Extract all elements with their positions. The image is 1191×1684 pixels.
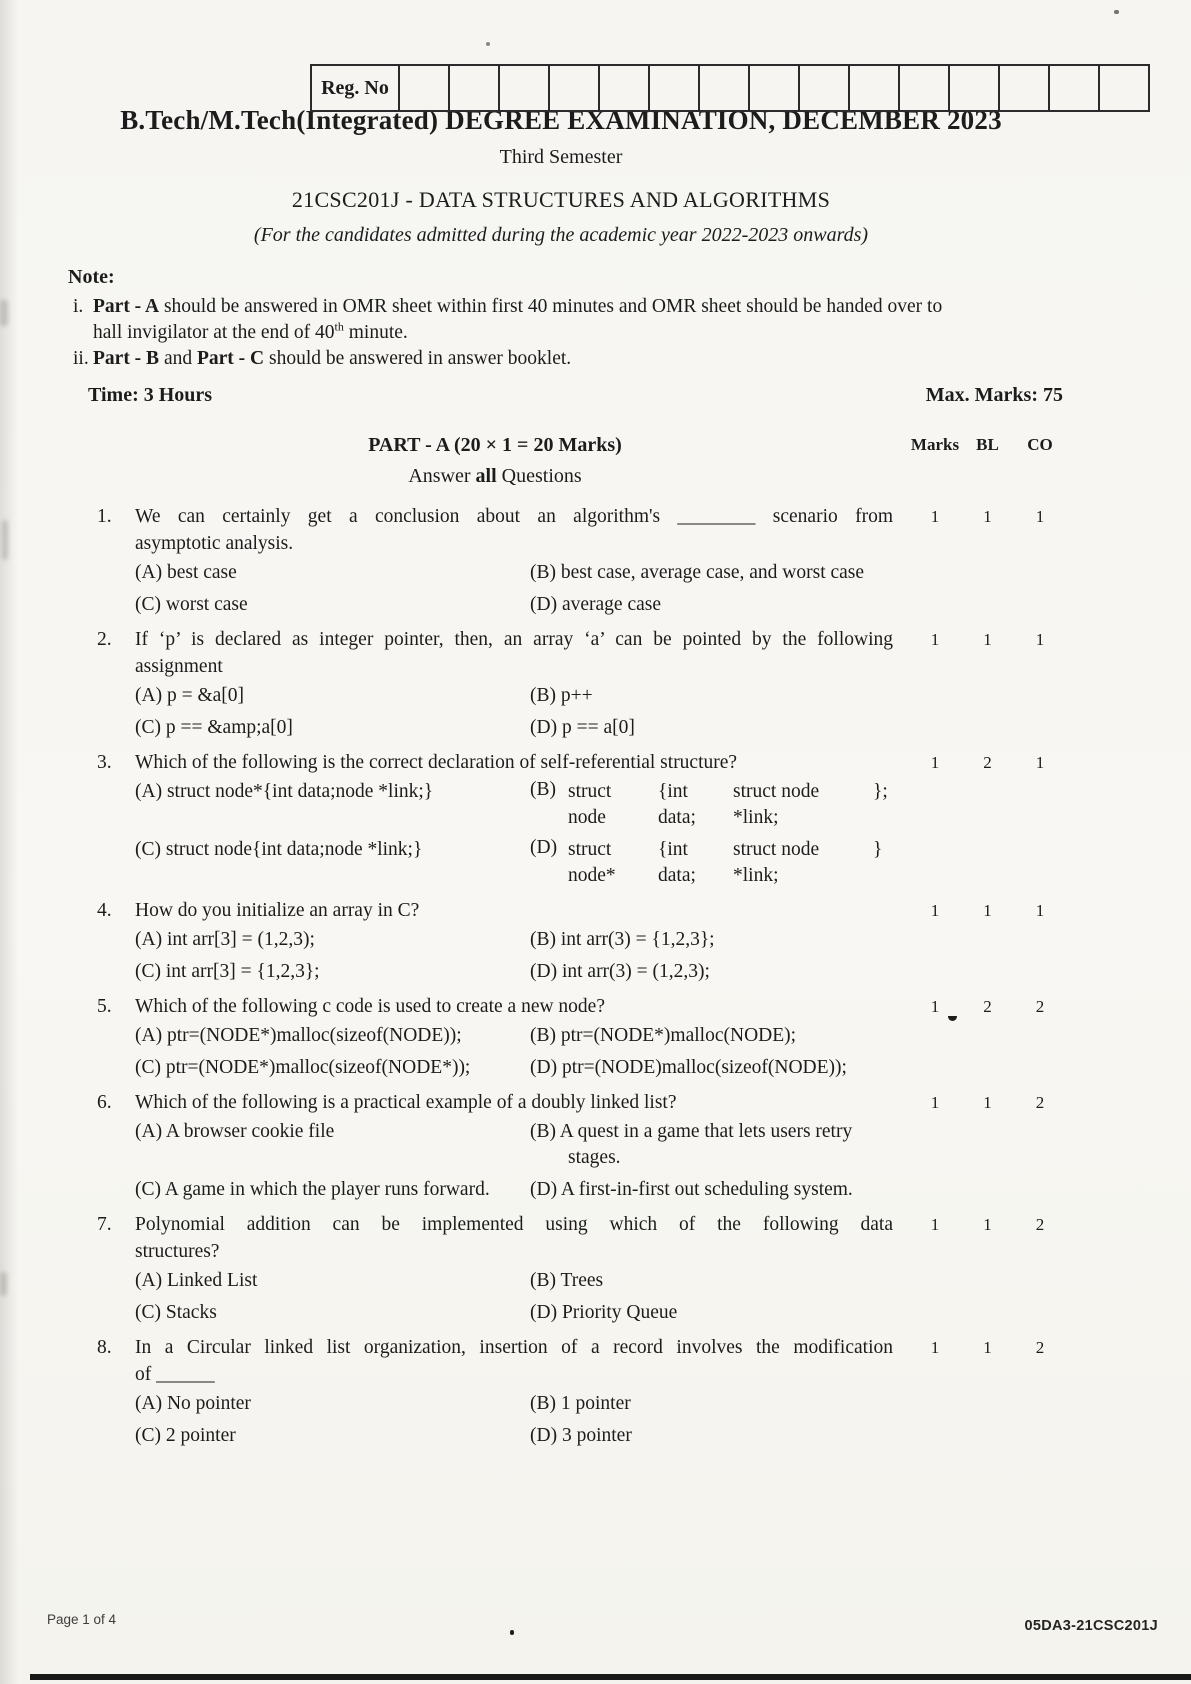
option-label: (B) [530, 1270, 556, 1291]
question-text-line: We can certainly get a conclusion about an algorithm's ________ scenario from [135, 506, 893, 527]
question-number: 6. [97, 1092, 112, 1113]
note-line: Part - A should be answered in OMR sheet within first 40 minutes and OMR sheet should be handed over to [93, 296, 943, 317]
option-label: (A) [135, 929, 163, 950]
option-c: (C) struct node{int data;node *link;} [135, 839, 423, 860]
question-marks: 1 [930, 997, 940, 1016]
option-a: (A) ptr=(NODE*)malloc(sizeof(NODE)); [135, 1025, 462, 1046]
time-marks-row [88, 382, 1063, 408]
question-row [0, 749, 1191, 889]
option-label: (A) [135, 1121, 163, 1142]
question-row [0, 993, 1191, 1081]
option-a: (A) A browser cookie file [135, 1121, 335, 1142]
option-b: (B) p++ [530, 685, 593, 706]
question-text-line: If ‘p’ is declared as integer pointer, then, an array ‘a’ can be pointed by the following [135, 629, 893, 650]
option-b: (B) A quest in a game that lets users retry stages. [530, 1121, 853, 1168]
question-row [0, 1089, 1191, 1203]
option-c: (C) int arr[3] = {1,2,3}; [135, 961, 320, 982]
ink-speck [1114, 10, 1119, 14]
note-lines [93, 346, 571, 372]
question-text-line: How do you initialize an array in C? [135, 900, 420, 921]
option-d [530, 837, 893, 889]
code-cell: data; [658, 865, 696, 886]
option-label: (B) [530, 1121, 556, 1142]
option-c: (C) ptr=(NODE*)malloc(sizeof(NODE*)); [135, 1057, 471, 1078]
question-score-cells [905, 897, 1070, 924]
answer-instruction-post: Questions [496, 465, 582, 487]
option-label: (B) [530, 562, 556, 583]
time-allowed: Time: 3 Hours [88, 384, 213, 406]
question-marks: 1 [930, 1338, 940, 1357]
footer-paper-code: 05DA3-21CSC201J [1024, 1618, 1158, 1634]
reg-no-cell [950, 66, 1000, 110]
questions-list [0, 503, 1191, 1449]
exam-title: B.Tech/M.Tech(Integrated) DEGREE EXAMINATION, DECEMBER 2023 [120, 105, 1002, 135]
question-marks: 1 [930, 630, 940, 649]
code-cell: {int [658, 781, 688, 802]
question-co: 2 [1035, 1093, 1045, 1112]
question-score-cells [905, 503, 1070, 530]
question-co: 1 [1035, 753, 1045, 772]
option-a: (A) No pointer [135, 1393, 251, 1414]
options-grid [135, 1391, 893, 1449]
option-c: (C) 2 pointer [135, 1425, 236, 1446]
question-text-line: assignment [135, 656, 223, 677]
question-score-cells [905, 749, 1070, 776]
reg-no-cell [800, 66, 850, 110]
question-body [135, 626, 893, 741]
note-label: Note: [68, 266, 115, 288]
option-a: (A) p = &a[0] [135, 685, 245, 706]
question-number: 5. [97, 996, 112, 1017]
option-label: (A) [135, 1025, 163, 1046]
question-body [135, 749, 893, 889]
option-label: (C) [135, 1057, 161, 1078]
question-body [135, 1211, 893, 1326]
reg-no-cell [1100, 66, 1148, 110]
reg-no-cell [1000, 66, 1050, 110]
option-c: (C) p == &amp;a[0] [135, 717, 293, 738]
question-row [0, 503, 1191, 618]
max-marks: Max. Marks: 75 [925, 384, 1063, 406]
question-marks: 1 [930, 753, 940, 772]
question-bl: 1 [983, 1338, 992, 1357]
option-d: (D) Priority Queue [530, 1302, 678, 1323]
question-body [135, 1089, 893, 1203]
question-bl: 1 [983, 630, 992, 649]
code-cell: } [873, 839, 883, 860]
option-label: (A) [135, 1393, 163, 1414]
options-grid [135, 1119, 893, 1203]
options-grid [135, 779, 893, 889]
code-cell: node* [568, 865, 616, 886]
score-column-headers [905, 432, 1070, 458]
question-number: 1. [97, 506, 112, 527]
question-number: 4. [97, 900, 112, 921]
scan-smudge [2, 520, 8, 560]
reg-no-cell [900, 66, 950, 110]
question-body [135, 993, 893, 1081]
option-c: (C) worst case [135, 594, 248, 615]
code-cell: struct node [733, 781, 820, 802]
question-co: 2 [1035, 997, 1045, 1016]
option-d: (D) ptr=(NODE)malloc(sizeof(NODE)); [530, 1057, 847, 1078]
option-a: (A) Linked List [135, 1270, 258, 1291]
option-label: (C) [135, 717, 161, 738]
options-grid [135, 927, 893, 985]
option-label: (D) [530, 717, 558, 738]
option-label: (A) [135, 781, 163, 802]
option-label: (D) [530, 1179, 558, 1200]
question-score-cells [905, 1334, 1070, 1361]
question-score-cells [905, 1211, 1070, 1238]
code-cell [873, 805, 888, 831]
code-cell: *link; [733, 865, 779, 886]
code-cell [873, 863, 882, 889]
question-text-line: In a Circular linked list organization, insertion of a record involves the modification [135, 1337, 893, 1358]
question-co: 2 [1035, 1338, 1045, 1357]
reg-no-cell [1050, 66, 1100, 110]
part-a-header-row [0, 432, 1191, 458]
option-label: (B) [530, 779, 556, 800]
question-row [0, 626, 1191, 741]
option-label: (C) [135, 839, 161, 860]
option-c: (C) Stacks [135, 1302, 217, 1323]
option-d: (D) int arr(3) = (1,2,3); [530, 961, 710, 982]
reg-no-cell [850, 66, 900, 110]
note-lines [93, 294, 942, 346]
code-cell: node [568, 807, 606, 828]
option-d: (D) A first-in-first out scheduling system. [530, 1179, 853, 1200]
option-a: (A) best case [135, 562, 237, 583]
scan-smudge [0, 300, 8, 326]
option-label: (C) [135, 1179, 161, 1200]
code-cell: struct [568, 839, 612, 860]
option-b: (B) Trees [530, 1270, 604, 1291]
options-grid [135, 1268, 893, 1326]
option-label: (D) [530, 594, 558, 615]
reg-no-cell [500, 66, 550, 110]
question-marks: 1 [930, 1093, 940, 1112]
question-text-line: asymptotic analysis. [135, 533, 294, 554]
column-header-bl: BL [976, 435, 999, 454]
note-number: i. [73, 296, 84, 317]
options-grid [135, 683, 893, 741]
part-a-heading: PART - A (20 × 1 = 20 Marks) [368, 434, 622, 456]
question-text-line: Which of the following is the correct declaration of self-referential structure? [135, 752, 738, 773]
admission-note: (For the candidates admitted during the academic year 2022-2023 onwards) [253, 224, 869, 246]
notes-list [73, 294, 1131, 372]
question-row [0, 1334, 1191, 1449]
option-label: (D) [530, 961, 558, 982]
question-co: 1 [1035, 630, 1045, 649]
code-cell: *link; [733, 807, 779, 828]
option-a: (A) int arr[3] = (1,2,3); [135, 929, 315, 950]
reg-no-cell [450, 66, 500, 110]
options-grid [135, 560, 893, 618]
question-bl: 2 [983, 997, 992, 1016]
question-bl: 2 [983, 753, 992, 772]
question-number: 8. [97, 1337, 112, 1358]
option-b: (B) int arr(3) = {1,2,3}; [530, 929, 715, 950]
column-header-marks: Marks [910, 435, 960, 454]
code-cell: struct node [733, 839, 820, 860]
note-number: ii. [73, 348, 89, 369]
ink-speck [486, 42, 490, 46]
option-label: (A) [135, 1270, 163, 1291]
question-co: 1 [1035, 507, 1045, 526]
option-label: (D) [530, 1057, 558, 1078]
question-score-cells [905, 993, 1070, 1020]
question-text-line: Which of the following c code is used to create a new node? [135, 996, 605, 1017]
code-cell: struct [568, 781, 612, 802]
reg-no-cell [650, 66, 700, 110]
semester-line: Third Semester [499, 146, 623, 168]
option-label: (C) [135, 1302, 161, 1323]
question-text-line: Polynomial addition can be implemented using which of the following data [135, 1214, 893, 1235]
option-b: (B) best case, average case, and worst case [530, 562, 865, 583]
code-cell: }; [873, 781, 888, 802]
question-bl: 1 [983, 901, 992, 920]
option-code-grid [568, 837, 882, 889]
option-code-grid [568, 779, 888, 831]
question-marks: 1 [930, 901, 940, 920]
option-label: (C) [135, 594, 161, 615]
option-label: (B) [530, 685, 556, 706]
answer-instruction-pre: Answer [408, 465, 476, 487]
reg-no-label: Reg. No [312, 66, 400, 110]
question-row [0, 897, 1191, 985]
question-marks: 1 [930, 507, 940, 526]
scan-smudge [0, 1272, 7, 1296]
question-co: 1 [1035, 901, 1045, 920]
question-text-line: structures? [135, 1241, 220, 1262]
question-bl: 1 [983, 1093, 992, 1112]
answer-instruction-bold: all [475, 465, 497, 487]
option-label: (B) [530, 1025, 556, 1046]
column-header-co: CO [1027, 435, 1053, 454]
note-line: hall invigilator at the end of 40th minute. [93, 319, 408, 343]
question-row [0, 1211, 1191, 1326]
question-marks: 1 [930, 1215, 940, 1234]
reg-no-cell [400, 66, 450, 110]
option-label: (D) [530, 1302, 558, 1323]
option-label: (C) [135, 961, 161, 982]
option-d: (D) 3 pointer [530, 1425, 632, 1446]
code-cell: {int [658, 839, 688, 860]
ink-speck [510, 1630, 514, 1635]
option-c: (C) A game in which the player runs forward. [135, 1179, 490, 1200]
header-area [0, 104, 1122, 248]
option-label: (C) [135, 1425, 161, 1446]
course-title: 21CSC201J - DATA STRUCTURES AND ALGORITHMS [291, 187, 831, 212]
reg-no-cell [750, 66, 800, 110]
code-cell: data; [658, 807, 696, 828]
question-number: 2. [97, 629, 112, 650]
option-d: (D) average case [530, 594, 661, 615]
reg-no-table [310, 64, 1150, 112]
scan-edge-shadow [0, 0, 18, 1684]
reg-no-cell [550, 66, 600, 110]
note-item [73, 346, 1131, 372]
question-number: 3. [97, 752, 112, 773]
question-body [135, 503, 893, 618]
option-label: (A) [135, 685, 163, 706]
option-b: (B) ptr=(NODE*)malloc(NODE); [530, 1025, 797, 1046]
option-a: (A) struct node*{int data;node *link;} [135, 781, 434, 802]
question-co: 2 [1035, 1215, 1045, 1234]
note-line: Part - B and Part - C should be answered in answer booklet. [93, 348, 572, 369]
option-label: (B) [530, 929, 556, 950]
option-label: (D) [530, 1425, 558, 1446]
answer-instruction [0, 463, 893, 489]
note-item [73, 294, 1131, 346]
question-bl: 1 [983, 1215, 992, 1234]
option-label: (A) [135, 562, 163, 583]
question-number: 7. [97, 1214, 112, 1235]
option-b: (B) 1 pointer [530, 1393, 631, 1414]
option-b [530, 779, 893, 831]
reg-no-cell [700, 66, 750, 110]
question-text-line: Which of the following is a practical example of a doubly linked list? [135, 1092, 677, 1113]
question-score-cells [905, 1089, 1070, 1116]
footer-page-number: Page 1 of 4 [47, 1612, 117, 1627]
options-grid [135, 1023, 893, 1081]
question-text-line: of ______ [135, 1364, 215, 1385]
scan-bottom-line [30, 1674, 1191, 1680]
question-bl: 1 [983, 507, 992, 526]
reg-no-cell [600, 66, 650, 110]
question-score-cells [905, 626, 1070, 653]
option-label: (B) [530, 1393, 556, 1414]
option-d: (D) p == a[0] [530, 717, 635, 738]
question-body [135, 1334, 893, 1449]
option-label: (D) [530, 837, 558, 858]
question-body [135, 897, 893, 985]
